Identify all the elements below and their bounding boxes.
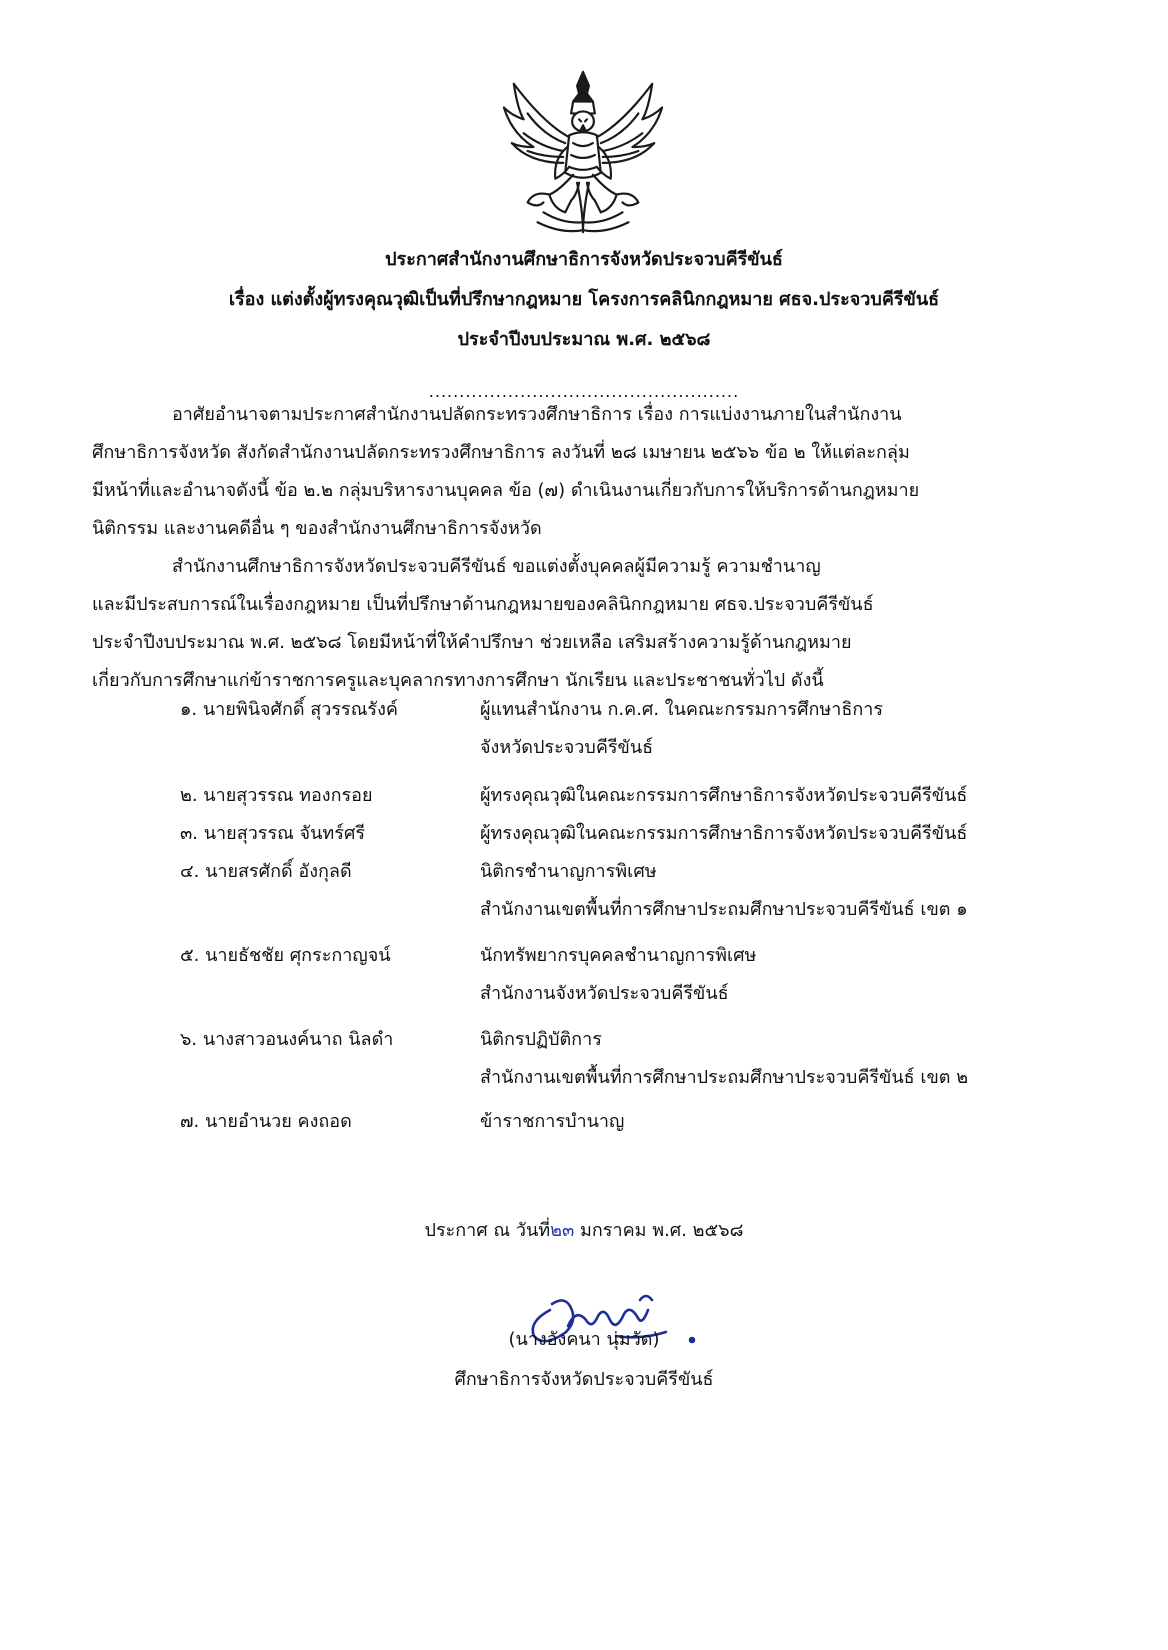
date-day: ๒๓	[550, 1220, 575, 1241]
member-position: ผู้ทรงคุณวุฒิในคณะกรรมการศึกษาธิการจังหวัดประจวบคีรีขันธ์	[480, 785, 968, 806]
announcement-date	[0, 1215, 1168, 1244]
paragraph-line: อาศัยอำนาจตามประกาศสำนักงานปลัดกระทรวงศึกษาธิการ เรื่อง การแบ่งงานภายในสำนักงาน	[172, 404, 902, 425]
member-name: ๕. นายธัชชัย ศุกระกาญจน์	[180, 945, 391, 966]
paragraph-line: และมีประสบการณ์ในเรื่องกฎหมาย เป็นที่ปรึกษาด้านกฎหมายของคลินิกกฎหมาย ศธจ.ประจวบคีรีขันธ์	[92, 594, 874, 615]
member-position: ผู้ทรงคุณวุฒิในคณะกรรมการศึกษาธิการจังหวัดประจวบคีรีขันธ์	[480, 823, 968, 844]
member-position: ผู้แทนสำนักงาน ก.ค.ศ. ในคณะกรรมการศึกษาธิการ	[480, 699, 884, 720]
member-position-line2: สำนักงานจังหวัดประจวบคีรีขันธ์	[480, 983, 729, 1004]
signatory-name: (นางอังคนา นุ่มวัด)	[508, 1329, 660, 1350]
paragraph-line: เกี่ยวกับการศึกษาแก่ข้าราชการครูและบุคลากรทางการศึกษา นักเรียน และประชาชนทั่วไป ดังนี้	[92, 670, 824, 691]
member-name: ๓. นายสุวรรณ จันทร์ศรี	[180, 823, 366, 844]
member-position-line2: สำนักงานเขตพื้นที่การศึกษาประถมศึกษาประจวบคีรีขันธ์ เขต ๑	[480, 899, 968, 920]
member-position: นิติกรชำนาญการพิเศษ	[480, 861, 657, 882]
header-title: ประกาศสำนักงานศึกษาธิการจังหวัดประจวบคีรีขันธ์	[385, 249, 783, 270]
header-subject: เรื่อง แต่งตั้งผู้ทรงคุณวุฒิเป็นที่ปรึกษากฎหมาย โครงการคลินิกกฎหมาย ศธจ.ประจวบคีรีขันธ์	[228, 289, 940, 310]
paragraph-line: นิติกรรม และงานคดีอื่น ๆ ของสำนักงานศึกษาธิการจังหวัด	[92, 518, 542, 539]
paragraph-line: ศึกษาธิการจังหวัด สังกัดสำนักงานปลัดกระทรวงศึกษาธิการ ลงวันที่ ๒๘ เมษายน ๒๕๖๖ ข้อ ๒ ให้แต่ละกลุ่ม	[92, 442, 910, 463]
signatory-title: ศึกษาธิการจังหวัดประจวบคีรีขันธ์	[454, 1369, 714, 1390]
date-suffix: มกราคม พ.ศ. ๒๕๖๘	[574, 1220, 744, 1241]
member-position-line2: สำนักงานเขตพื้นที่การศึกษาประถมศึกษาประจวบคีรีขันธ์ เขต ๒	[480, 1067, 969, 1088]
member-position-line2: จังหวัดประจวบคีรีขันธ์	[480, 737, 654, 758]
paragraph-line: มีหน้าที่และอำนาจดังนี้ ข้อ ๒.๒ กลุ่มบริหารงานบุคคล ข้อ (๗) ดำเนินงานเกี่ยวกับการให้บริการด้านกฎหมาย	[92, 480, 920, 501]
member-position: นักทรัพยากรบุคคลชำนาญการพิเศษ	[480, 945, 757, 966]
member-name: ๗. นายอำนวย คงถอด	[180, 1111, 352, 1132]
garuda-emblem-icon	[494, 64, 672, 242]
member-name: ๖. นางสาวอนงค์นาถ นิลดำ	[180, 1029, 394, 1050]
paragraph-appointment	[92, 548, 1074, 700]
date-prefix: ประกาศ ณ วันที่	[424, 1220, 551, 1241]
paragraph-authority	[92, 396, 1074, 548]
member-name: ๔. นายสรศักดิ์ อังกุลดี	[180, 861, 352, 882]
member-name: ๒. นายสุวรรณ ทองกรอย	[180, 785, 373, 806]
member-position: นิติกรปฏิบัติการ	[480, 1029, 602, 1050]
header-separator: ...................................................	[428, 382, 740, 401]
paragraph-line: ประจำปีงบประมาณ พ.ศ. ๒๕๖๘ โดยมีหน้าที่ให้คำปรึกษา ช่วยเหลือ เสริมสร้างความรู้ด้านกฎหมาย	[92, 632, 852, 653]
header-fiscal-year: ประจำปีงบประมาณ พ.ศ. ๒๕๖๘	[457, 329, 711, 350]
member-position: ข้าราชการบำนาญ	[480, 1111, 625, 1132]
paragraph-line: สำนักงานศึกษาธิการจังหวัดประจวบคีรีขันธ์ ขอแต่งตั้งบุคคลผู้มีความรู้ ความชำนาญ	[172, 556, 821, 577]
member-name: ๑. นายพินิจศักดิ์ สุวรรณรังค์	[180, 699, 398, 720]
